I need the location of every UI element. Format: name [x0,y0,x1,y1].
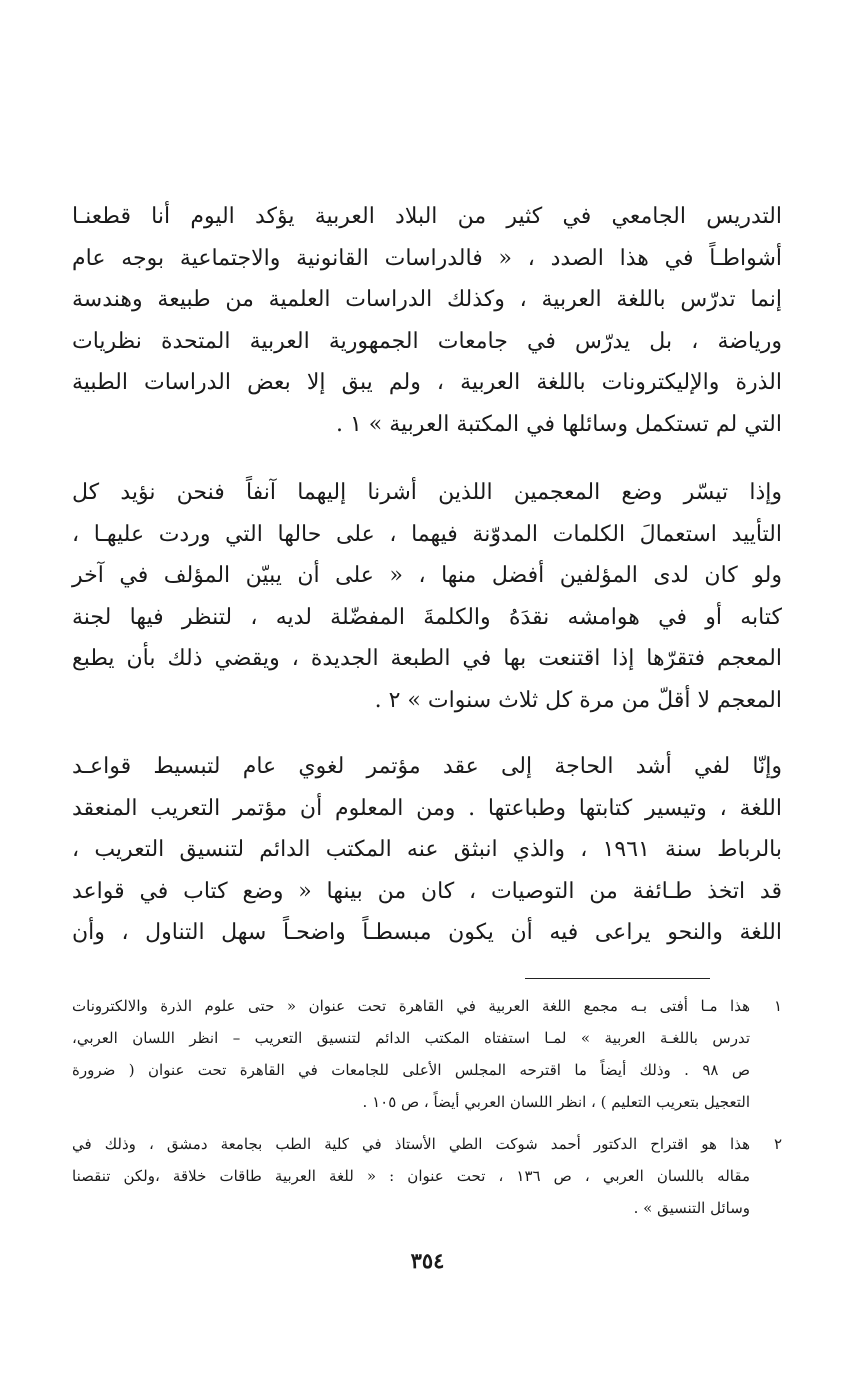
text-line: وإذا تيسّر وضع المعجمين اللذين أشرنا إليهما آنفاً فنحن نؤيد كل [72,480,782,505]
footnote-separator [525,978,710,979]
text-line: أشواطـاً في هذا الصدد ، « فالدراسات القانونية والاجتماعية بوجه عام [72,245,782,271]
body-paragraph-3 [72,746,782,954]
page-number: ٣٥٤ [410,1248,445,1273]
text-line: التأييد استعمالَ الكلمات المدوّنة فيهما ، على حالها التي وردت عليهـا ، [72,521,782,547]
footnote-2 [72,1128,782,1224]
footnote-number: ٢ [773,1135,782,1153]
text-line: التدريس الجامعي في كثير من البلاد العربية يؤكد اليوم أنا قطعنـا [72,204,782,229]
footnote-1 [72,990,782,1118]
footnote-line: ص ٩٨ . وذلك أيضاً ما اقترحه المجلس الأعلى للجامعات في القاهرة تحت عنوان ( ضرورة [72,1061,751,1079]
text-line: التي لم تستكمل وسائلها في المكتبة العربية » ١ . [335,411,782,437]
text-line: بالرباط سنة ١٩٦١ ، والذي انبثق عنه المكتب الدائم لتنسيق التعريب ، [72,837,782,862]
footnote-line: التعجيل بتعريب التعليم ) ، انظر اللسان العربي أيضاً ، ص ١٠٥ . [362,1093,750,1111]
footnote-line: هذا مـا أفتى بـه مجمع اللغة العربية في القاهرة تحت عنوان « حتى علوم الذرة والالكترونات [72,997,750,1015]
text-line: اللغة ، وتيسير كتابتها وطباعتها . ومن المعلوم أن مؤتمر التعريب المنعقد [72,795,782,821]
body-paragraph-2 [72,472,782,721]
text-line: كتابه أو في هوامشه نقدَهُ والكلمةَ المفضّلة لديه ، لتنظر فيها لجنة [72,604,782,630]
text-line: المعجم فتقرّها إذا اقتنعت بها في الطبعة الجديدة ، ويقضي ذلك بأن يطبع [72,646,782,671]
text-line: وإنّا لفي أشد الحاجة إلى عقد مؤتمر لغوي عام لتبسيط قواعـد [72,754,782,779]
footnote-number: ١ [773,997,782,1015]
text-line: ورياضة ، بل يدرّس في جامعات الجمهورية العربية المتحدة نظريات [72,328,782,354]
text-line: اللغة والنحو يراعى فيه أن يكون مبسطـاً واضحـاً سهل التناول ، وأن [72,920,782,945]
text-line: إنما تدرّس باللغة العربية ، وكذلك الدراسات العلمية من طبيعة وهندسة [72,287,782,312]
text-line: الذرة والإليكترونات باللغة العربية ، ولم يبق إلا بعض الدراسات الطبية [72,370,782,395]
text-line: المعجم لا أقلّ من مرة كل ثلاث سنوات » ٢ . [374,687,782,713]
text-line: ولو كان لدى المؤلفين أفضل منها ، « على أن يبيّن المؤلف في آخر [72,563,782,588]
footnote-line: وسائل التنسيق » . [633,1199,750,1217]
body-paragraph-1 [72,196,782,445]
footnote-line: تدرس باللغـة العربية » لمـا استفتاه المكتب الدائم لتنسيق التعريب – انظر اللسان العربي، [72,1029,750,1047]
text-line: قد اتخذ طـائفة من التوصيات ، كان من بينها « وضع كتاب في قواعد [72,878,782,904]
footnote-line: هذا هو اقتراح الدكتور أحمد شوكت الطي الأستاذ في كلية الطب بجامعة دمشق ، وذلك في [72,1135,750,1153]
footnote-line: مقاله باللسان العربي ، ص ١٣٦ ، تحت عنوان : « للغة العربية طاقات خلاقة ،ولكن تنقصنا [72,1167,750,1185]
